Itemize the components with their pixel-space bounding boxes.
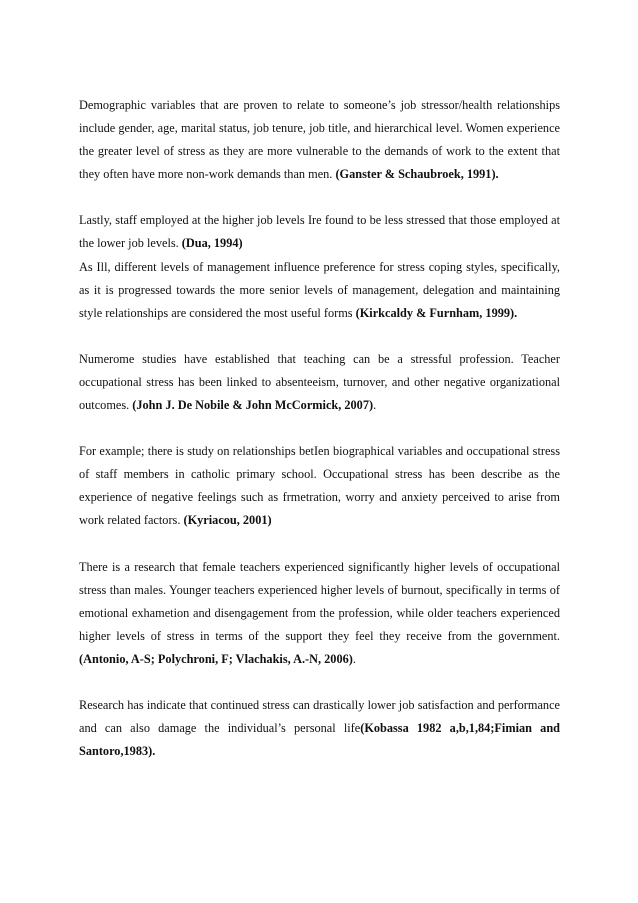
citation: (Kyriacou, 2001): [183, 513, 272, 528]
paragraph-coping-styles: [79, 256, 560, 325]
document-body: [79, 94, 560, 763]
paragraph-spacer: [79, 186, 560, 209]
citation: (Kobassa 1982 a,b,1,84;Fimian and Santoro,1983).: [79, 721, 560, 759]
paragraph-demographic-variables: [79, 94, 560, 186]
paragraph-spacer: [79, 671, 560, 694]
paragraph-text: Research has indicate that continued stress can drastically lower job satisfaction and performance and can also damage the individual’s personal life: [79, 697, 560, 736]
paragraph-tail: .: [373, 398, 377, 413]
paragraph-spacer: [79, 325, 560, 348]
paragraph-text: Lastly, staff employed at the higher job levels Ire found to be less stressed that those employed at the lower job levels.: [79, 213, 560, 251]
paragraph-text: There is a research that female teachers experienced significantly higher levels of occupational stress than males. Younger teachers experienced higher levels of burnout, specifically in terms of emotional exhametion and disengagement from the profession, while older teachers experienced higher levels of stress in terms of the support they feel they receive from the government.: [79, 559, 560, 643]
paragraph-text: As Ill, different levels of management influence preference for stress coping styles, specifically, as it is progressed towards the more senior levels of management, delegation and maintaining style relationships are considered the most useful forms: [79, 259, 560, 320]
citation: (Antonio, A-S; Polychroni, F; Vlachakis, A.-N, 2006): [79, 651, 353, 666]
paragraph-tail: .: [352, 651, 356, 666]
citation: (Kirkcaldy & Furnham, 1999).: [355, 305, 518, 320]
citation: (Ganster & Schaubroek, 1991).: [335, 167, 499, 182]
paragraph-female-teachers: [79, 556, 560, 671]
paragraph-teaching-stress: [79, 348, 560, 417]
citation: (John J. De Nobile & John McCormick, 2007): [132, 398, 374, 413]
paragraph-staff-levels: [79, 209, 560, 255]
paragraph-spacer: [79, 533, 560, 556]
paragraph-continued-stress: [79, 694, 560, 763]
paragraph-text: Numerome studies have established that teaching can be a stressful profession. Teacher occupational stress has been linked to absenteeism, turnover, and other negative organizational outcomes.: [79, 351, 560, 413]
paragraph-text: For example; there is study on relationships betIen biographical variables and occupational stress of staff members in catholic primary school. Occupational stress has been describe as the experience of negative feelings such as frmetration, worry and anxiety perceived to arise from work related factors.: [79, 444, 560, 528]
paragraph-text: Demographic variables that are proven to relate to someone’s job stressor/health relationships include gender, age, marital status, job tenure, job title, and hierarchical level. Women experience the greater level of stress as they are more vulnerable to the demands of work to the extent that they often have more non-work demands than men.: [79, 98, 560, 182]
paragraph-spacer: [79, 417, 560, 440]
citation: (Dua, 1994): [181, 236, 243, 251]
paragraph-example-study: [79, 440, 560, 532]
